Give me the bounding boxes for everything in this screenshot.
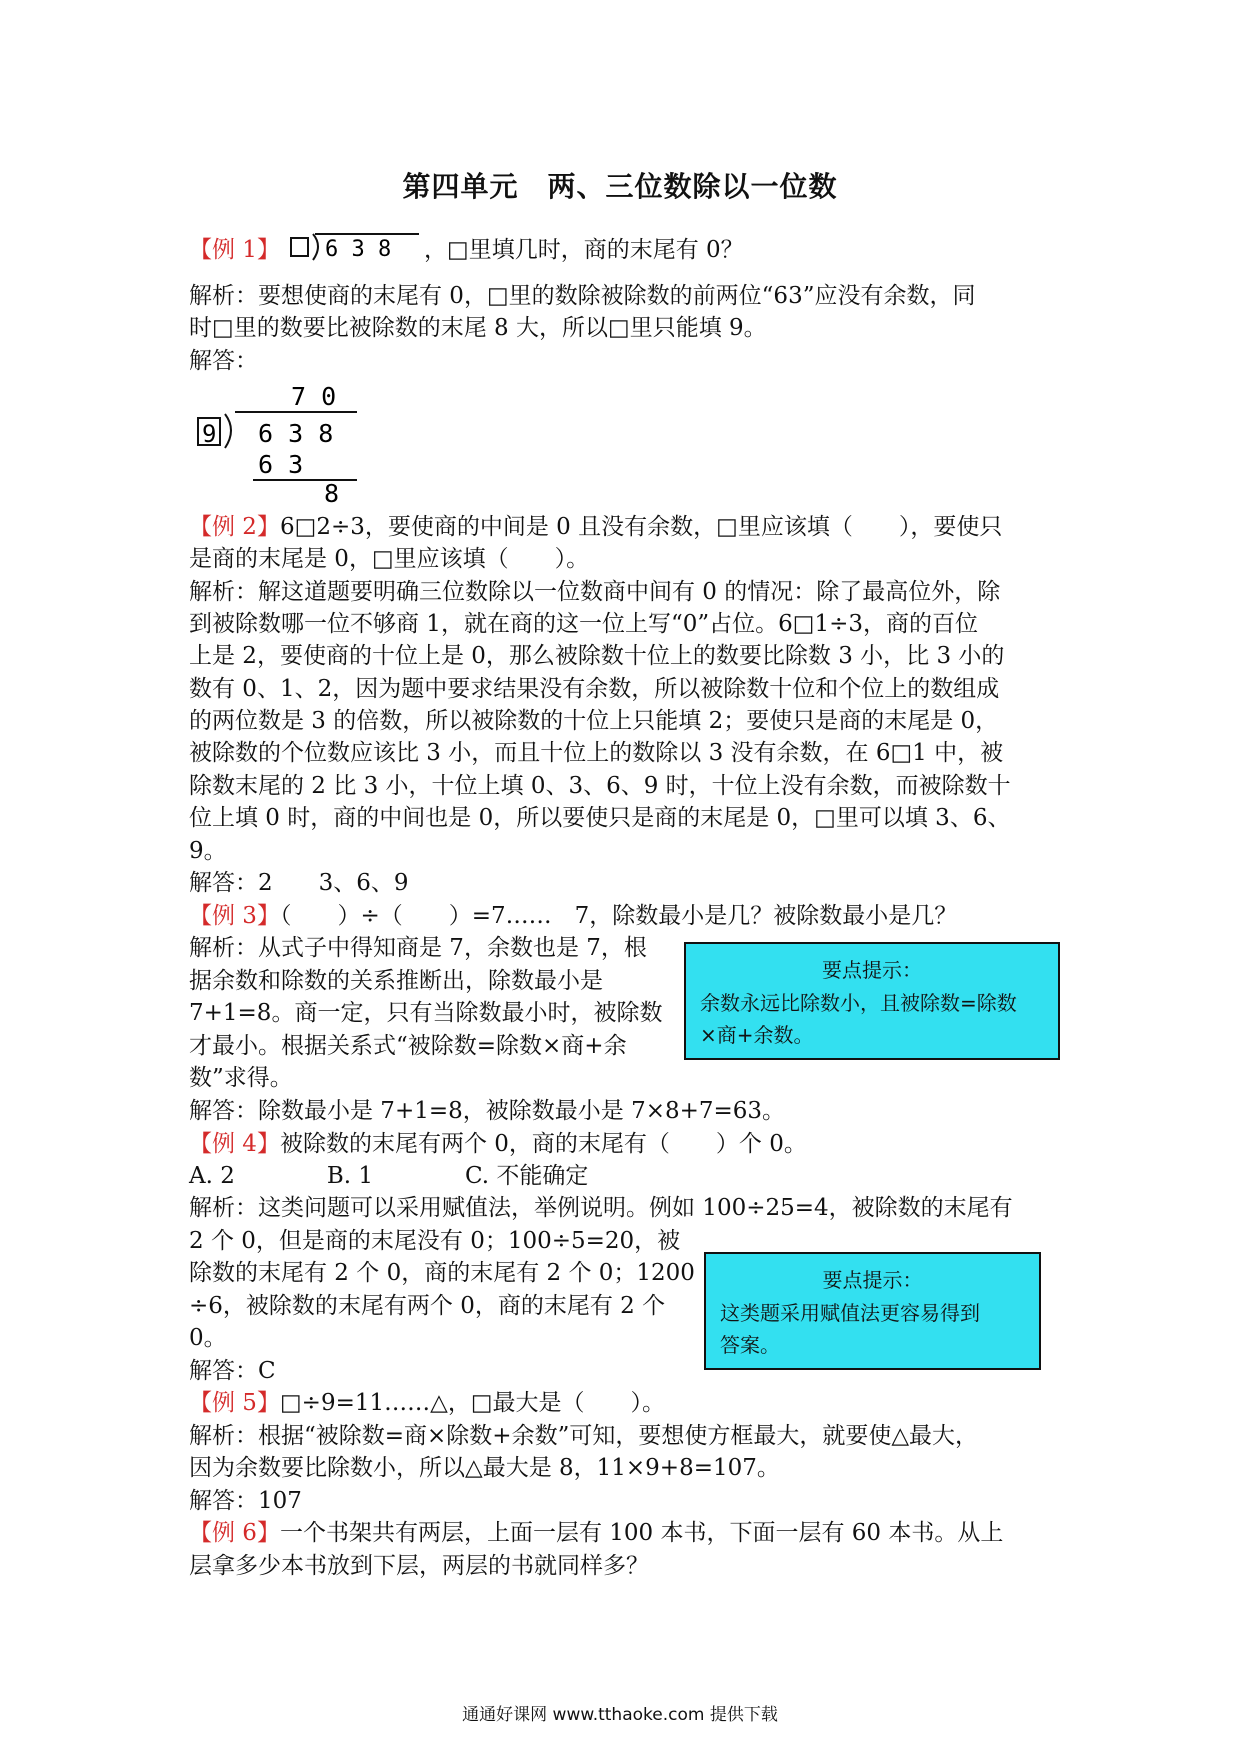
example-1-long-division bbox=[195, 380, 375, 505]
example-4-tip-box bbox=[704, 1252, 1041, 1370]
tip-body: 这类题采用赋值法更容易得到 答案。 bbox=[720, 1301, 980, 1357]
example-2-analysis-3: 上是 2，要使商的十位上是 0，那么被除数十位上的数要比除数 3 小，比 3 小的 bbox=[189, 643, 1005, 669]
page-footer: 通通好课网 www.tthaoke.com 提供下载 bbox=[462, 1705, 778, 1725]
example-2-question-1: 【例 2】6□2÷3，要使商的中间是 0 且没有余数，□里应该填（ ），要使只 bbox=[189, 514, 1003, 540]
example-6-tag: 【例 6】 bbox=[189, 1520, 280, 1546]
example-4-options: A. 2 B. 1 C. 不能确定 bbox=[189, 1163, 589, 1189]
example-2-answer: 解答：2 3、6、9 bbox=[189, 870, 409, 896]
example-3-analysis-1: 解析：从式子中得知商是 7，余数也是 7，根 bbox=[189, 935, 647, 961]
example-3-analysis-3: 7+1=8。商一定，只有当除数最小时，被除数 bbox=[189, 1000, 663, 1026]
example-4-analysis-2: 2 个 0，但是商的末尾没有 0；100÷5=20，被 bbox=[189, 1228, 681, 1254]
example-3-answer: 解答：除数最小是 7+1=8，被除数最小是 7×8+7=63。 bbox=[189, 1098, 786, 1124]
page-title: 第四单元 两、三位数除以一位数 bbox=[402, 170, 838, 203]
long-division-divisor: 9 bbox=[202, 420, 217, 448]
long-division-subtrahend: 6 3 bbox=[258, 450, 304, 479]
example-2-analysis-2: 到被除数哪一位不够商 1，就在商的这一位上写“0”占位。6□1÷3，商的百位 bbox=[189, 611, 978, 637]
tip-body: 余数永远比除数小，且被除数=除数 ×商+余数。 bbox=[700, 991, 1017, 1047]
example-4-analysis-4: ÷6，被除数的末尾有两个 0，商的末尾有 2 个 bbox=[189, 1293, 666, 1319]
example-4-analysis-5: 0。 bbox=[189, 1325, 227, 1351]
example-4-tag: 【例 4】 bbox=[189, 1131, 280, 1157]
example-1-tag: 【例 1】 bbox=[189, 237, 280, 263]
example-4-analysis-1: 解析：这类问题可以采用赋值法，举例说明。例如 100÷25=4，被除数的末尾有 bbox=[189, 1195, 1013, 1221]
example-5-answer: 解答：107 bbox=[189, 1488, 302, 1514]
example-1-question-text: ，□里填几时，商的末尾有 0？ bbox=[424, 237, 744, 263]
example-1-analysis-2: 时□里的数要比被除数的末尾 8 大，所以□里只能填 9。 bbox=[189, 315, 767, 341]
long-division-dividend: 6 3 8 bbox=[258, 419, 334, 448]
example-2-analysis-9: 9。 bbox=[189, 838, 227, 864]
example-2-question-2: 是商的末尾是 0，□里应该填（ ）。 bbox=[189, 546, 590, 572]
example-4-analysis-3: 除数的末尾有 2 个 0，商的末尾有 2 个 0；1200 bbox=[189, 1260, 695, 1286]
example-3-tag: 【例 3】 bbox=[189, 903, 280, 929]
example-2-analysis-4: 数有 0、1、2，因为题中要求结果没有余数，所以被除数十位和个位上的数组成 bbox=[189, 676, 1000, 702]
example-5-analysis-2: 因为余数要比除数小，所以△最大是 8，11×9+8=107。 bbox=[189, 1455, 780, 1481]
example-2-tag: 【例 2】 bbox=[189, 514, 280, 540]
example-5-tag: 【例 5】 bbox=[189, 1390, 280, 1416]
example-2-analysis-5: 的两位数是 3 的倍数，所以被除数的十位上只能填 2；要使只是商的末尾是 0， bbox=[189, 708, 999, 734]
example-3-analysis-4: 才最小。根据关系式“被除数=除数×商+余 bbox=[189, 1033, 627, 1059]
example-1-question bbox=[189, 235, 280, 265]
example-1-answer-label: 解答： bbox=[189, 348, 258, 374]
example-3-analysis-5: 数”求得。 bbox=[189, 1065, 293, 1091]
example-2-analysis-1: 解析：解这道题要明确三位数除以一位数商中间有 0 的情况：除了最高位外，除 bbox=[189, 579, 1001, 605]
example-3-tip-box bbox=[684, 942, 1060, 1060]
example-1-dividend: 6 3 8 bbox=[325, 237, 392, 262]
example-2-analysis-6: 被除数的个位数应该比 3 小，而且十位上的数除以 3 没有余数，在 6□1 中，被 bbox=[189, 740, 1004, 766]
tip-heading: 要点提示： bbox=[822, 958, 922, 982]
long-division-remainder: 8 bbox=[324, 479, 340, 505]
example-3-analysis-2: 据余数和除数的关系推断出，除数最小是 bbox=[189, 968, 603, 994]
example-1-small-division bbox=[289, 232, 424, 266]
example-4-answer: 解答：C bbox=[189, 1358, 276, 1384]
example-1-analysis-1: 解析：要想使商的末尾有 0，□里的数除被除数的前两位“63”应没有余数，同 bbox=[189, 283, 976, 309]
example-4-question: 【例 4】被除数的末尾有两个 0，商的末尾有（ ）个 0。 bbox=[189, 1131, 807, 1157]
example-2-analysis-8: 位上填 0 时，商的中间也是 0，所以要使只是商的末尾是 0，□里可以填 3、6、 bbox=[189, 805, 1011, 831]
example-6-question-1: 【例 6】一个书架共有两层，上面一层有 100 本书，下面一层有 60 本书。从上 bbox=[189, 1520, 1004, 1546]
tip-heading: 要点提示： bbox=[822, 1268, 923, 1292]
long-division-quotient: 7 0 bbox=[291, 382, 337, 411]
example-5-analysis-1: 解析：根据“被除数=商×除数+余数”可知，要想使方框最大，就要使△最大， bbox=[189, 1423, 979, 1449]
example-6-question-2: 层拿多少本书放到下层，两层的书就同样多？ bbox=[189, 1553, 649, 1579]
example-2-analysis-7: 除数末尾的 2 比 3 小，十位上填 0、3、6、9 时，十位上没有余数，而被除数十 bbox=[189, 773, 1011, 799]
example-3-question: 【例 3】（ ）÷（ ）=7…… 7，除数最小是几？被除数最小是几？ bbox=[189, 903, 958, 929]
example-5-question: 【例 5】□÷9=11……△，□最大是（ ）。 bbox=[189, 1390, 666, 1416]
